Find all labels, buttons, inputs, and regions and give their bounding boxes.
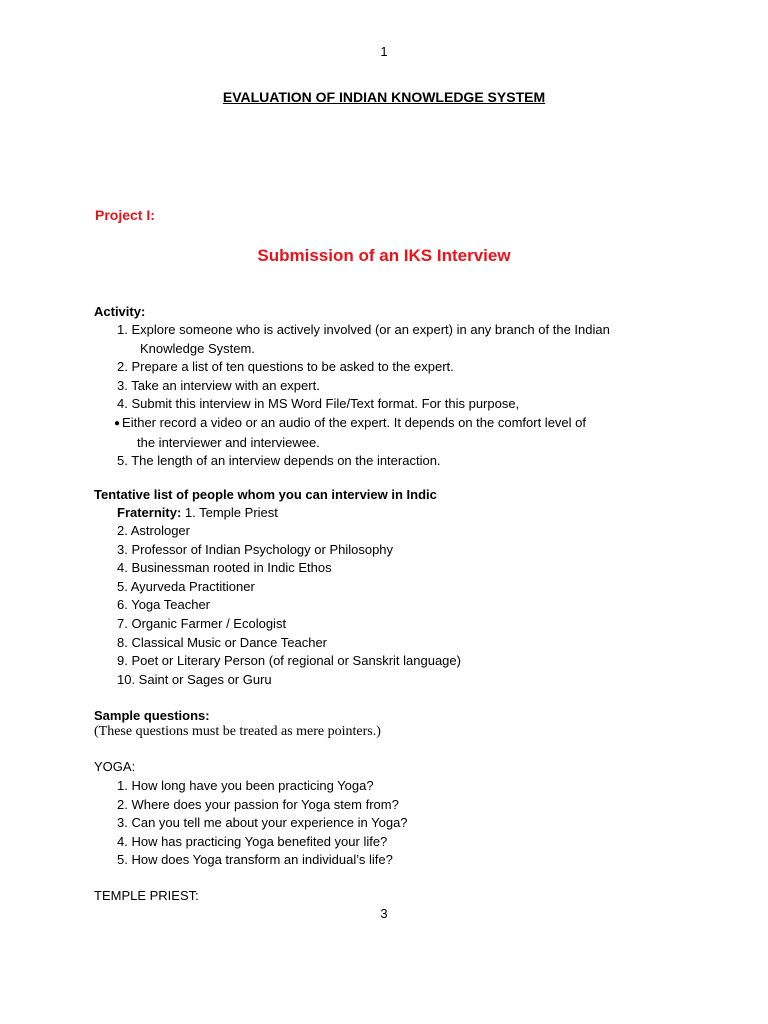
tentative-item: 9. Poet or Literary Person (of regional or Sanskrit language) — [117, 653, 461, 669]
tentative-list — [117, 522, 461, 689]
page-header-number: 1 — [380, 44, 388, 59]
yoga-heading: YOGA: — [94, 759, 136, 774]
tentative-item: 10. Saint or Sages or Guru — [117, 671, 272, 687]
tentative-first-line — [117, 504, 278, 523]
yoga-question: 4. How has practicing Yoga benefited your life? — [117, 833, 388, 849]
sample-note: (These questions must be treated as mere pointers.) — [94, 724, 381, 739]
activity-heading: Activity: — [94, 304, 146, 319]
yoga-question: 3. Can you tell me about your experience in Yoga? — [117, 815, 408, 831]
activity-item-text: 5. The length of an interview depends on the interaction. — [117, 453, 441, 469]
tentative-item: 5. Ayurveda Practitioner — [117, 578, 255, 594]
activity-item-continuation: the interviewer and interviewee. — [137, 434, 320, 450]
tentative-item: 4. Businessman rooted in Indic Ethos — [117, 560, 332, 576]
activity-list — [114, 321, 610, 471]
activity-item — [117, 377, 610, 396]
activity-item-text: Either record a video or an audio of the expert. It depends on the comfort level of — [122, 414, 586, 430]
tentative-item: 8. Classical Music or Dance Teacher — [117, 634, 328, 650]
yoga-question: 1. How long have you been practicing Yoga? — [117, 778, 374, 793]
fraternity-label: Fraternity: — [117, 505, 182, 520]
yoga-question-list — [117, 777, 408, 870]
tentative-heading: Tentative list of people whom you can interview in Indic — [94, 487, 437, 502]
tentative-item: 6. Yoga Teacher — [117, 597, 211, 613]
tentative-item: 2. Astrologer — [117, 523, 190, 538]
activity-item-text: 4. Submit this interview in MS Word File/Text format. For this purpose, — [117, 396, 520, 412]
sample-heading: Sample questions: — [94, 708, 210, 723]
activity-item-text: 2. Prepare a list of ten questions to be asked to the expert. — [117, 359, 454, 375]
yoga-question: 5. How does Yoga transform an individual’s life? — [117, 852, 393, 868]
bullet-icon: ● — [114, 417, 121, 429]
project-label: Project I: — [95, 207, 155, 223]
tentative-item: 3. Professor of Indian Psychology or Philosophy — [117, 541, 394, 557]
activity-item — [117, 395, 610, 414]
temple-priest-heading: TEMPLE PRIEST: — [94, 888, 199, 903]
tentative-item: 7. Organic Farmer / Ecologist — [117, 615, 287, 631]
activity-bullet-item — [114, 414, 610, 452]
project-subtitle: Submission of an IKS Interview — [257, 246, 511, 265]
activity-item-continuation: Knowledge System. — [140, 340, 255, 356]
page-footer-number: 3 — [380, 906, 388, 921]
document-title: EVALUATION OF INDIAN KNOWLEDGE SYSTEM — [222, 89, 546, 105]
activity-item-text: 1. Explore someone who is actively involved (or an expert) in any branch of the Indian — [117, 322, 610, 337]
activity-item — [117, 452, 610, 471]
activity-item — [117, 358, 610, 377]
tentative-item: 1. Temple Priest — [181, 505, 278, 520]
activity-item — [117, 321, 610, 358]
yoga-question: 2. Where does your passion for Yoga stem from? — [117, 796, 399, 812]
activity-item-text: 3. Take an interview with an expert. — [117, 377, 320, 393]
